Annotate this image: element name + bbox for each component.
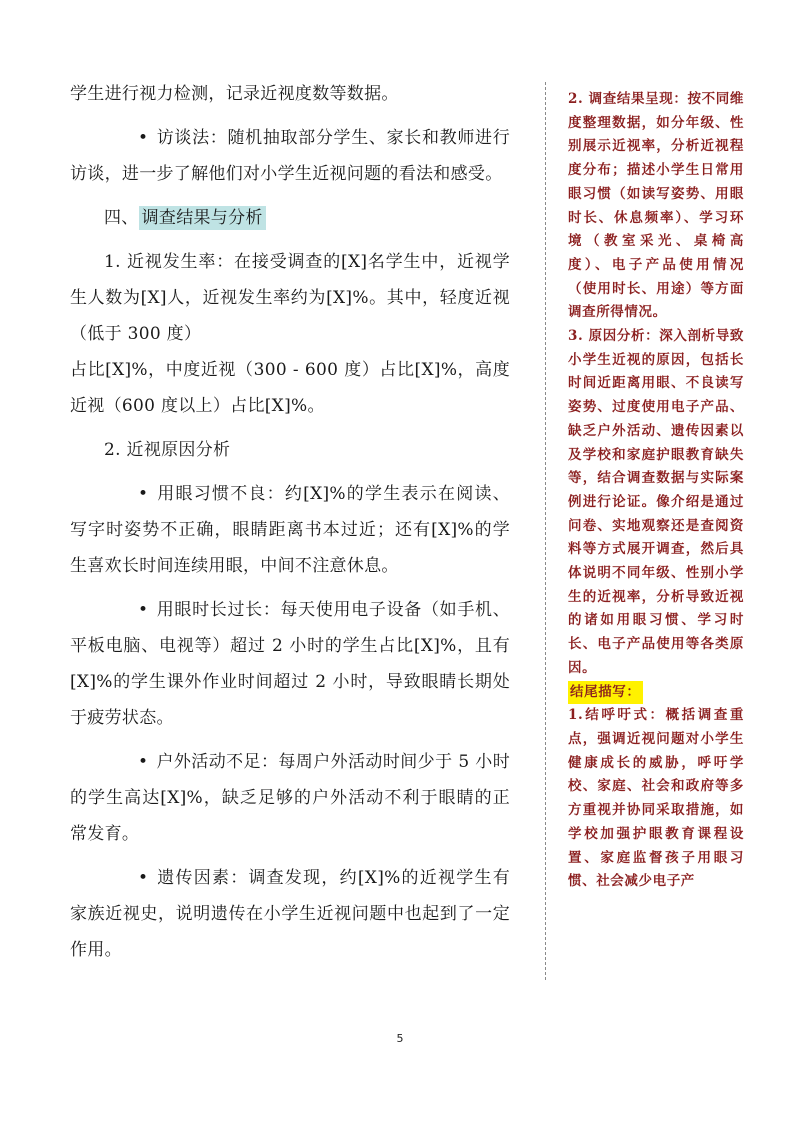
paragraph-detection-continued — [70, 76, 510, 112]
paragraph-text: 户外活动不足：每周户外活动时间少于 5 小时的学生高达[X]%，缺乏足够的户外活动不利于眼睛的正常发育。 — [70, 752, 510, 844]
bullet-marker: • — [138, 128, 149, 148]
paragraph-outdoor-activity — [70, 744, 510, 852]
section-number: 四、 — [104, 208, 139, 228]
paragraph-text: 访谈法：随机抽取部分学生、家长和教师进行访谈，进一步了解他们对小学生近视问题的看法和感受。 — [70, 128, 510, 184]
paragraph-heredity — [70, 860, 510, 968]
bullet-marker: • — [138, 600, 149, 620]
subheading-cause-analysis — [70, 432, 510, 468]
paragraph-screen-time — [70, 592, 510, 736]
section-heading-results — [70, 200, 510, 236]
bullet-marker: • — [138, 868, 149, 888]
annotation-text: 1.结呼吁式：概括调查重点，强调近视问题对小学生健康成长的威胁，呼吁学校、家庭、社会和政府等多方重视并协同采取措施，如学校加强护眼教育课程设置、家庭监督孩子用眼习惯、社会减少电子产 — [568, 707, 744, 890]
bullet-marker: • — [138, 752, 149, 772]
column-divider — [545, 82, 546, 980]
annotation-cause-analysis — [568, 325, 744, 681]
paragraph-text: 用眼习惯不良：约[X]%的学生表示在阅读、写字时姿势不正确，眼睛距离书本过近；还有[X]%的学生喜欢长时间连续用眼，中间不注意休息。 — [70, 484, 510, 576]
main-text-column — [70, 76, 510, 976]
paragraph-text: 占比[X]%，中度近视（300 - 600 度）占比[X]%，高度近视（600 度以上）占比[X]%。 — [70, 360, 510, 416]
annotation-text: 2. 调查结果呈现：按不同维度整理数据，如分年级、性别展示近视率，分析近视程度分布；描述小学生日常用眼习惯（如读写姿势、用眼时长、休息频率）、学习环境（教室采光、桌椅高度）、电子产品使用情况（使用时长、用途）等方面调查所得情况。 — [568, 91, 744, 321]
paragraph-text: 学生进行视力检测，记录近视度数等数据。 — [70, 84, 399, 104]
paragraph-interview-method — [70, 120, 510, 192]
annotation-heading-highlighted: 结尾描写： — [568, 681, 643, 705]
paragraph-text: 1. 近视发生率：在接受调查的[X]名学生中，近视学生人数为[X]人，近视发生率约为[X]%。其中，轻度近视（低于 300 度） — [70, 252, 510, 344]
paragraph-text: 2. 近视原因分析 — [104, 440, 231, 460]
annotation-text: 3. 原因分析：深入剖析导致小学生近视的原因，包括长时间近距离用眼、不良读写姿势、过度使用电子产品、缺乏户外活动、遗传因素以及学校和家庭护眼教育缺失等，结合调查数据与实际案例进行论证。像介绍是通过问卷、实地观察还是查阅资料等方式展开调查，然后具体说明不同年级、性别小学生的近视率，分析导致近视的诸如用眼习惯、学习时长、电子产品使用等各类原因。 — [568, 328, 744, 676]
bullet-marker: • — [138, 484, 149, 504]
section-title-highlighted: 调查结果与分析 — [139, 206, 266, 230]
annotation-results-presentation — [568, 88, 744, 325]
paragraph-text: 用眼时长过长：每天使用电子设备（如手机、平板电脑、电视等）超过 2 小时的学生占比[X]%，且有[X]%的学生课外作业时间超过 2 小时，导致眼睛长期处于疲劳状态。 — [70, 600, 510, 728]
annotation-ending-heading — [568, 681, 744, 705]
paragraph-myopia-rate — [70, 244, 510, 352]
annotation-ending-appeal — [568, 704, 744, 894]
paragraph-bad-habits — [70, 476, 510, 584]
annotation-sidebar — [568, 88, 744, 894]
page-number: 5 — [396, 1032, 404, 1045]
paragraph-text: 遗传因素：调查发现，约[X]%的近视学生有家族近视史，说明遗传在小学生近视问题中也起到了一定作用。 — [70, 868, 510, 960]
paragraph-myopia-distribution — [70, 352, 510, 424]
